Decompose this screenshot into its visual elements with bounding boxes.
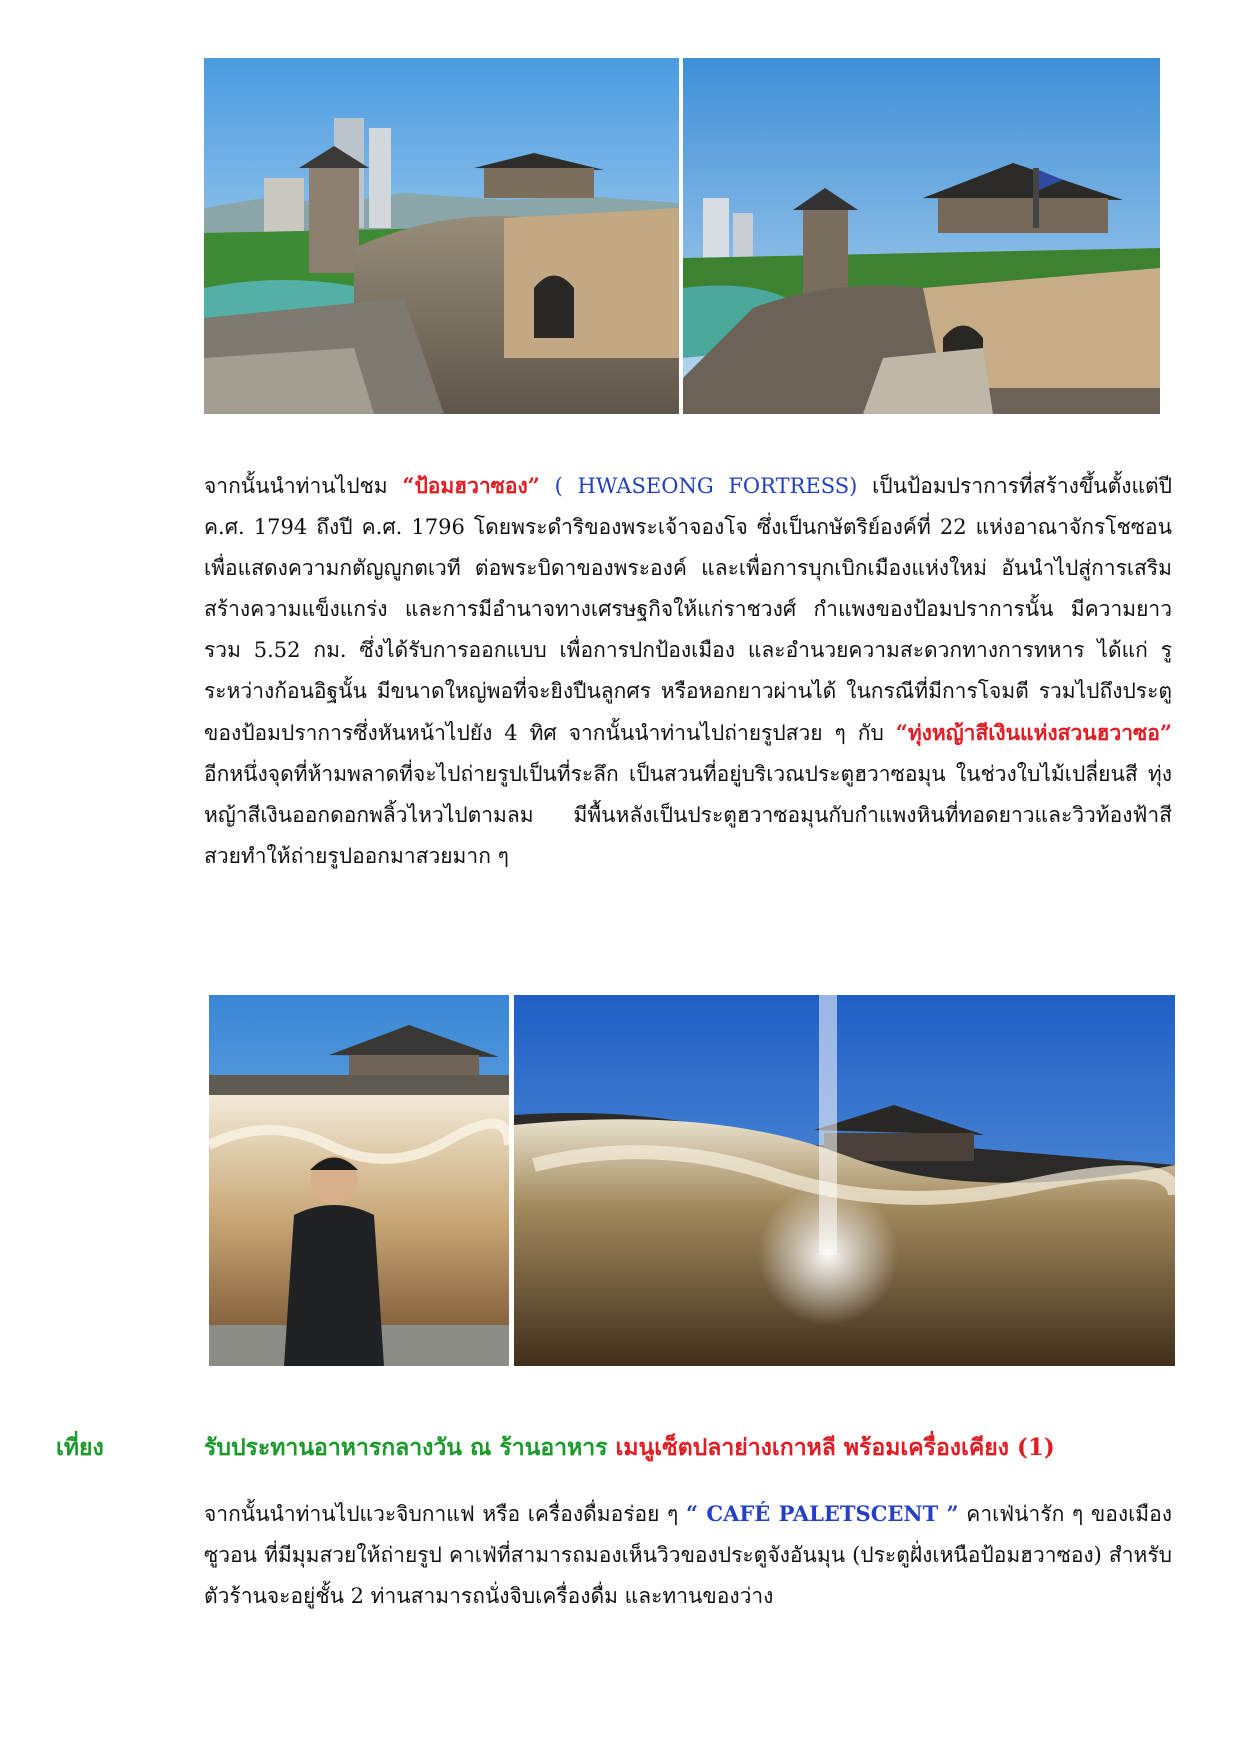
garden-photo-person <box>209 995 509 1366</box>
meal-time-label: เที่ยง <box>56 1434 104 1461</box>
fortress-name-english: ( HWASEONG FORTRESS) <box>539 474 858 498</box>
intro-text: จากนั้นนำท่านไปชม <box>204 474 403 498</box>
cafe-name: “ CAFÉ PALETSCENT ” <box>686 1501 959 1526</box>
meal-text: รับประทานอาหารกลางวัน ณ ร้านอาหาร <box>204 1434 616 1461</box>
garden-photo-person-image <box>209 995 509 1366</box>
cafe-description <box>204 1493 1172 1617</box>
silver-grass-garden-name: “ทุ่งหญ้าสีเงินแห่งสวนฮวาซอ” <box>895 720 1172 745</box>
garden-photo-grass <box>514 995 1175 1366</box>
garden-photo-grass-image <box>514 995 1175 1366</box>
fortress-photo-right-image <box>683 58 1160 414</box>
fortress-description <box>204 465 1172 877</box>
cafe-body-text: คาเฟ่น่ารัก ๆ ของเมืองซูวอน ที่มีมุมสวยให้ถ่ายรูป คาเฟ่ที่สามารถมองเห็นวิวของประตูจังอันมุน (ประตูฝั่งเหนือป้อมฮวาซอง) สำหรับตัวร้านจะอยู่ชั้น 2 ท่านสามารถนั่งจิบเครื่องดื่ม และทานของว่าง <box>204 1502 1173 1608</box>
garden-description-text: อีกหนึ่งจุดที่ห้ามพลาดที่จะไปถ่ายรูปเป็นที่ระลึก เป็นสวนที่อยู่บริเวณประตูฮวาซอมุน ในช่วงใบไม้เปลี่ยนสี ทุ่งหญ้าสีเงินออกดอกพลิ้วไหวไปตามลม มีพื้นหลังเป็นประตูฮวาซอมุนกับกำแพงหินที่ทอดยาวและวิวท้องฟ้าสีสวยทำให้ถ่ายรูปออกมาสวยมาก ๆ <box>204 762 1172 868</box>
fortress-photo-left-image <box>204 58 679 414</box>
fortress-name-thai: “ป้อมฮวาซอง” <box>402 473 540 498</box>
fortress-history-text: เป็นป้อมปราการที่สร้างขึ้นตั้งแต่ปี ค.ศ. 1794 ถึงปี ค.ศ. 1796 โดยพระดำริของพระเจ้าจองโจ ซึ่งเป็นกษัตริย์องค์ที่ 22 แห่งอาณาจักรโชซอน เพื่อแสดงความกตัญญูกตเวที ต่อพระบิดาของพระองค์ และเพื่อการบุกเบิกเมืองแห่งใหม่ อันนำไปสู่การเสริมสร้างความแข็งแกร่ง และการมีอำนาจทางเศรษฐกิจให้แก่ราชวงศ์ กำแพงของป้อมปราการนั้น มีความยาวรวม 5.52 กม. ซึ่งได้รับการออกแบบ เพื่อการปกป้องเมือง และอำนวยความสะดวกทางการทหาร ได้แก่ รูระหว่างก้อนอิฐนั้น มีขนาดใหญ่พอที่จะยิงปืนลูกศร หรือหอกยาวผ่านได้ ในกรณีที่มีการโจมตี รวมไปถึงประตูของป้อมปราการซึ่งหันหน้าไปยัง 4 ทิศ จากนั้นนำท่านไปถ่ายรูปสวย ๆ กับ <box>204 474 1173 745</box>
meal-row <box>0 1430 1241 1470</box>
fortress-photo-left <box>204 58 679 414</box>
cafe-intro-text: จากนั้นนำท่านไปแวะจิบกาแฟ หรือ เครื่องดื่มอร่อย ๆ <box>204 1502 686 1526</box>
meal-menu: เมนูเซ็ตปลาย่างเกาหลี พร้อมเครื่องเคียง (1) <box>615 1434 1055 1461</box>
meal-description <box>204 1430 1055 1466</box>
fortress-photo-right <box>683 58 1160 414</box>
